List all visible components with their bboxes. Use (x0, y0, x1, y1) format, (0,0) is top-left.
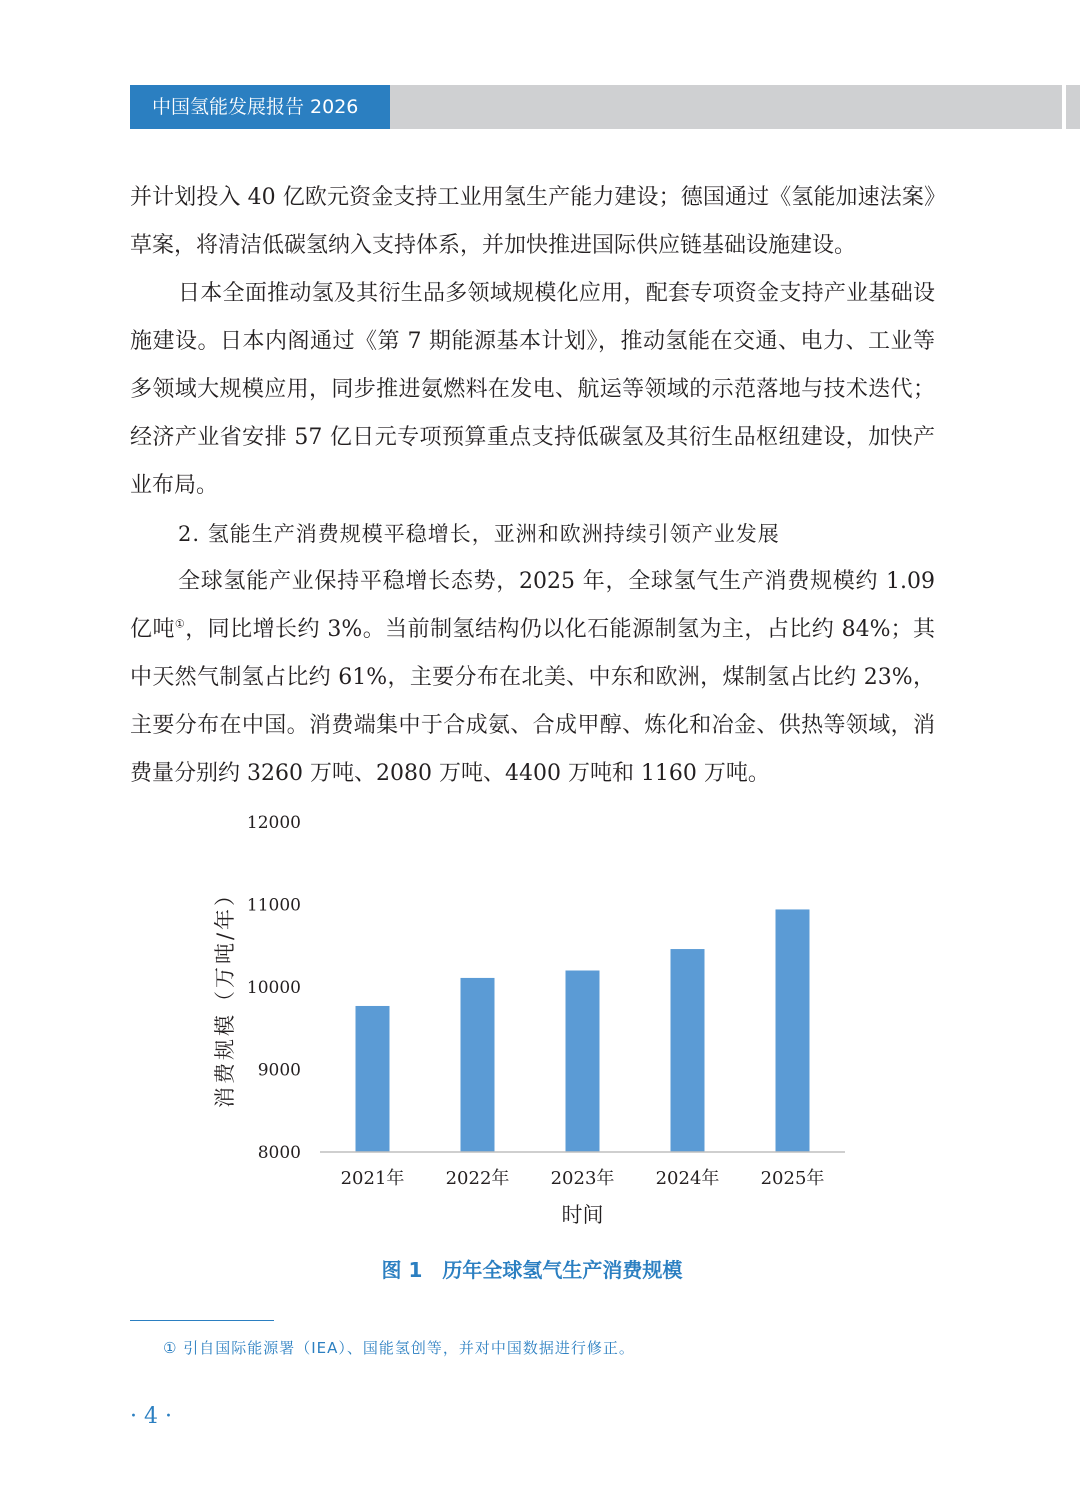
y-tick-label: 11000 (246, 895, 301, 916)
y-tick-label: 10000 (246, 978, 301, 998)
x-tick-label: 2023年 (550, 1168, 615, 1189)
paragraph-text-part2: ，同比增长约 3%。当前制氢结构仍以化石能源制氢为主，占比约 84%；其中天然气制氢占比约 61%，主要分布在北美、中东和欧洲，煤制氢占比约 23%，主要分布在中国。消费端集中于合成氨、合成甲醇、炼化和冶金、供热等领域，消费量分别约 3260 万吨、2080 万吨、4400 万吨和 1160 万吨。 (130, 617, 935, 786)
paragraph-japan: 日本全面推动氢及其衍生品多领域规模化应用，配套专项资金支持产业基础设施建设。日本内阁通过《第 7 期能源基本计划》，推动氢能在交通、电力、工业等多领域大规模应用，同步推进氨燃料在发电、航运等领域的示范落地与技术迭代；经济产业省安排 57 亿日元专项预算重点支持低碳氢及其衍生品枢纽建设，加快产业布局。 (130, 281, 935, 498)
bar-2025年 (776, 909, 810, 1152)
bar-2023年 (566, 971, 600, 1153)
header-edge-marker (1066, 85, 1080, 129)
section-heading: 2. 氢能生产消费规模平稳增长，亚洲和欧洲持续引领产业发展 (178, 522, 780, 546)
x-tick-label: 2022年 (445, 1168, 510, 1189)
paragraph-global-hydrogen (130, 558, 935, 798)
x-axis-ticks (341, 1167, 825, 1189)
consumption-bar-chart (190, 800, 870, 1240)
bars (356, 909, 810, 1152)
y-axis-label: 消费规模（万吨/年） (213, 881, 237, 1109)
x-tick-label: 2021年 (340, 1168, 405, 1189)
x-axis-label: 时间 (561, 1203, 604, 1227)
body-text (130, 174, 935, 798)
running-header-title: 中国氢能发展报告 2026 (130, 85, 390, 129)
paragraph-germany: 并计划投入 40 亿欧元资金支持工业用氢生产能力建设；德国通过《氢能加速法案》草案，将清洁低碳氢纳入支持体系，并加快推进国际供应链基础设施建设。 (130, 185, 935, 258)
bar-2024年 (671, 949, 705, 1152)
bar-2021年 (356, 1006, 390, 1152)
x-tick-label: 2025年 (760, 1168, 825, 1189)
y-tick-label: 8000 (257, 1143, 301, 1163)
figure-caption: 图 1 历年全球氢气生产消费规模 (381, 1258, 683, 1282)
x-tick-label: 2024年 (655, 1168, 720, 1189)
paragraph-text-part1: 全球氢能产业保持平稳增长态势，2025 年，全球氢气生产消费规模约 1.09 亿吨 (130, 569, 935, 642)
footnote: ① 引自国际能源署（IEA）、国能氢创等，并对中国数据进行修正。 (163, 1339, 635, 1357)
y-tick-label: 9000 (257, 1060, 301, 1081)
footnote-rule (130, 1320, 274, 1321)
y-axis-ticks (247, 813, 301, 1163)
y-tick-label: 12000 (246, 813, 301, 833)
footnote-reference[interactable]: ① (174, 617, 186, 631)
page-number: · 4 · (130, 1404, 172, 1429)
bar-2022年 (461, 978, 495, 1152)
